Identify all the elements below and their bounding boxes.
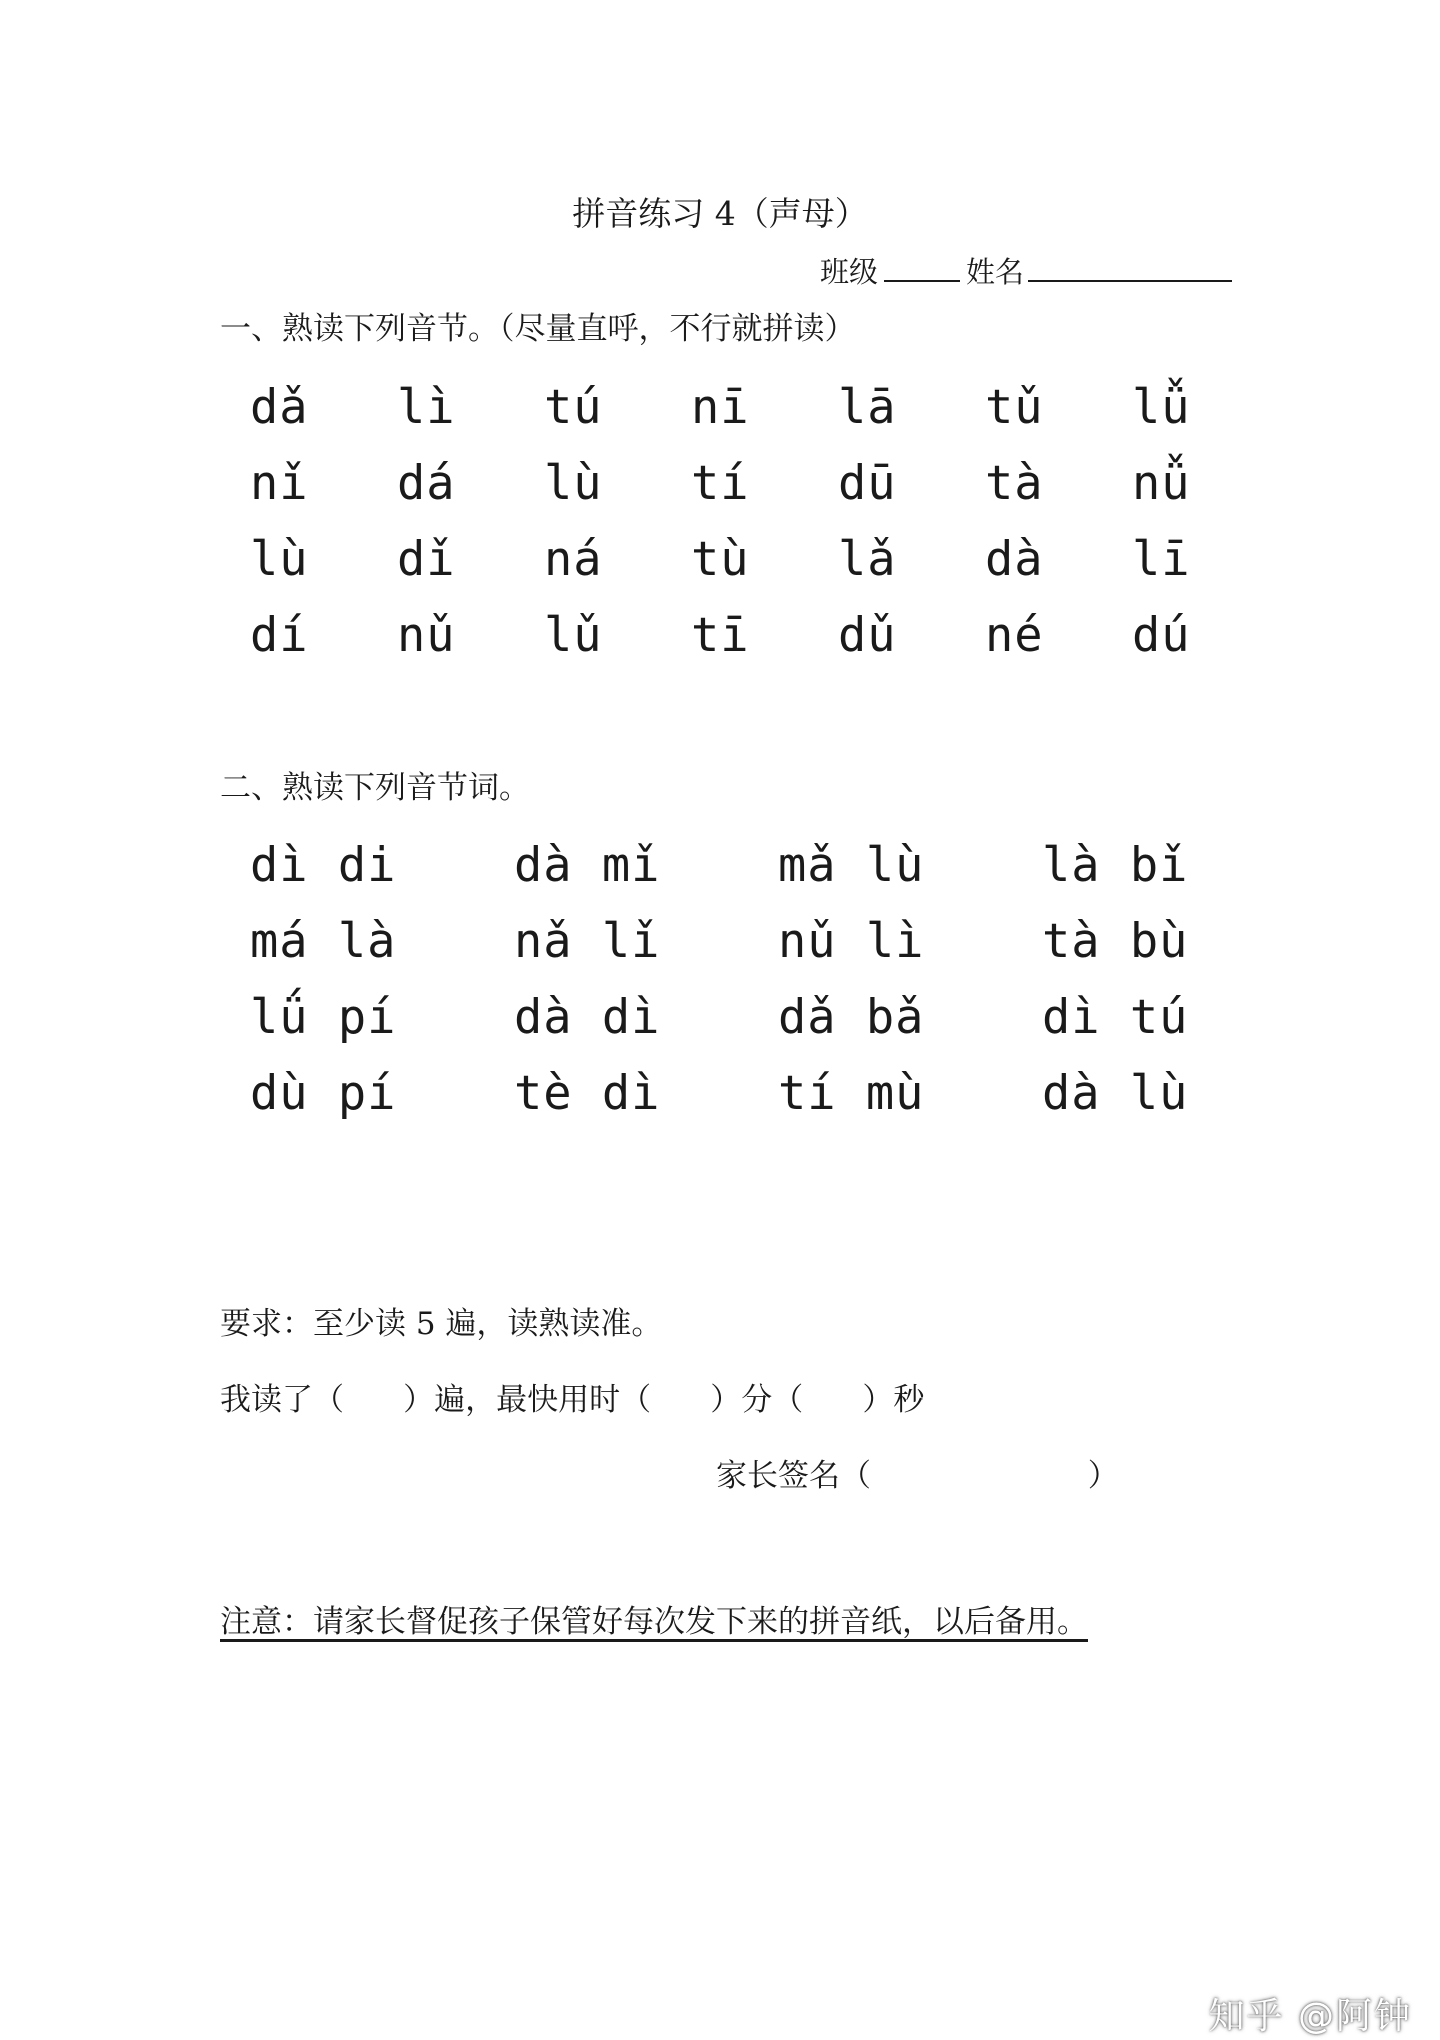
syllable-word: má là (250, 914, 397, 969)
syllable: nǚ (1132, 456, 1191, 511)
syllable: nǔ (397, 608, 456, 663)
section1-heading: 一、熟读下列音节。（尽量直呼，不行就拼读） (220, 311, 856, 347)
class-blank (884, 254, 960, 282)
syllable: nī (691, 380, 750, 435)
syllable: dà (985, 532, 1044, 587)
syllable: dú (1132, 608, 1191, 663)
syllable-word: dà lù (1042, 1066, 1189, 1121)
syllable: lù (544, 456, 603, 511)
class-label: 班级 (820, 255, 879, 289)
syllable-grid (250, 370, 1279, 674)
syllable: dū (838, 456, 897, 511)
syllable: lǚ (1132, 380, 1191, 435)
syllable-word: lǘ pí (250, 990, 397, 1045)
syllable-word: là bǐ (1042, 838, 1189, 893)
watermark: 知乎 @阿钟 (1208, 1996, 1412, 2037)
syllable: lì (397, 380, 456, 435)
syllable: dǎ (250, 380, 309, 435)
syllable: tí (691, 456, 750, 511)
syllable-word: mǎ lù (778, 838, 925, 893)
syllable: tù (691, 532, 750, 587)
syllable: dí (250, 608, 309, 663)
syllable: lù (250, 532, 309, 587)
name-blank (1028, 254, 1232, 282)
class-name-line (820, 250, 1232, 291)
syllable-word: tè dì (514, 1066, 661, 1121)
reading-record: 我读了（ ）遍，最快用时（ ）分（ ）秒 (220, 1382, 925, 1418)
syllable: tī (691, 608, 750, 663)
syllable: lǔ (544, 608, 603, 663)
syllable: dǐ (397, 532, 456, 587)
word-grid (250, 828, 1306, 1132)
syllable: tǔ (985, 380, 1044, 435)
syllable: tà (985, 456, 1044, 511)
syllable-word: dù pí (250, 1066, 397, 1121)
syllable-word: dì tú (1042, 990, 1189, 1045)
syllable: nǐ (250, 456, 309, 511)
syllable-word: dǎ bǎ (778, 990, 925, 1045)
syllable: lā (838, 380, 897, 435)
syllable-word: dì di (250, 838, 397, 893)
syllable-word: tí mù (778, 1066, 925, 1121)
section2-heading: 二、熟读下列音节词。 (220, 770, 530, 806)
parent-notice: 注意：请家长督促孩子保管好每次发下来的拼音纸，以后备用。 (220, 1604, 1088, 1640)
syllable: né (985, 608, 1044, 663)
name-label: 姓名 (966, 255, 1025, 289)
requirement-text: 要求：至少读 5 遍，读熟读准。 (220, 1306, 663, 1342)
syllable: lī (1132, 532, 1191, 587)
syllable-word: dà dì (514, 990, 661, 1045)
page-title: 拼音练习 4（声母） (572, 194, 868, 233)
syllable-word: tà bù (1042, 914, 1189, 969)
syllable-word: nǎ lǐ (514, 914, 661, 969)
syllable: ná (544, 532, 603, 587)
parent-signature: 家长签名（ ） (716, 1458, 1119, 1494)
syllable: dá (397, 456, 456, 511)
syllable: dǔ (838, 608, 897, 663)
syllable-word: dà mǐ (514, 838, 661, 893)
syllable-word: nǔ lì (778, 914, 925, 969)
syllable: tú (544, 380, 603, 435)
syllable: lǎ (838, 532, 897, 587)
